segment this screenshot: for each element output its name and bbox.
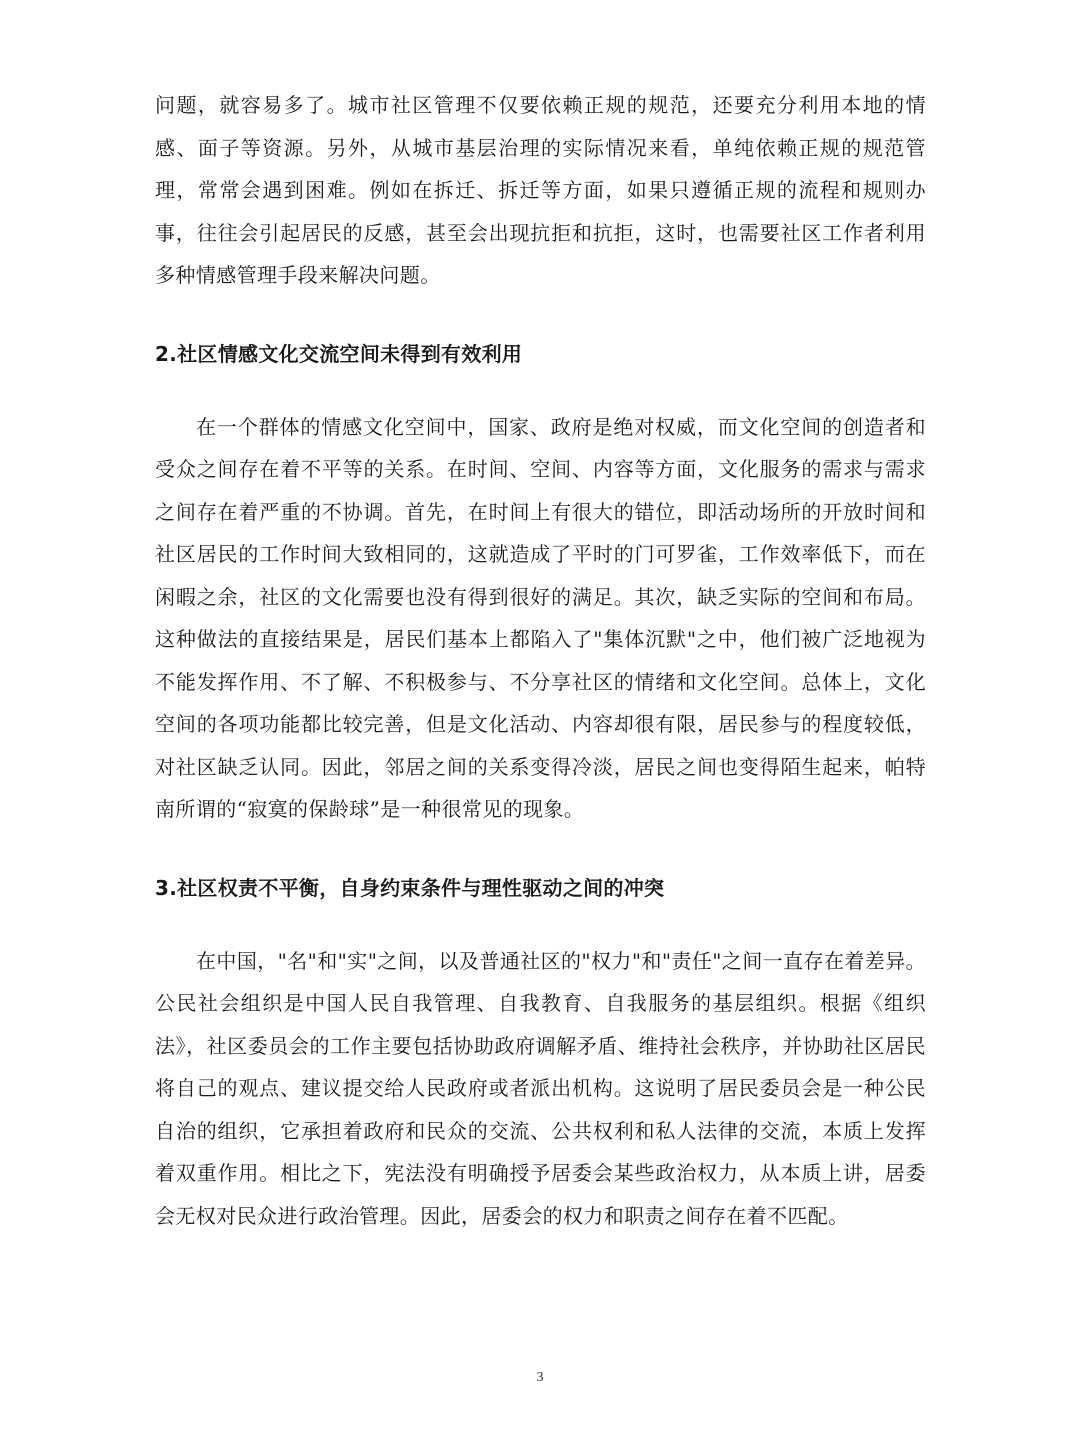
spacer bbox=[155, 903, 926, 940]
spacer bbox=[155, 831, 926, 873]
paragraph-2: 在一个群体的情感文化空间中，国家、政府是绝对权威，而文化空间的创造者和受众之间存在着不平等的关系。在时间、空间、内容等方面，文化服务的需求与需求之间存在着严重的不协调。首先，在时间上有很大的错位，即活动场所的开放时间和社区居民的工作时间大致相同的，这就造成了平时的门可罗雀，工作效率低下，而在闲暇之余，社区的文化需要也没有得到很好的满足。其次，缺乏实际的空间和布局。这种做法的直接结果是，居民们基本上都陷入了"集体沉默"之中，他们被广泛地视为不能发挥作用、不了解、不积极参与、不分享社区的情绪和文化空间。总体上，文化空间的各项功能都比较完善，但是文化活动、内容却很有限，居民参与的程度较低，对社区缺乏认同。因此，邻居之间的关系变得冷淡，居民之间也变得陌生起来，帕特南所谓的“寂寞的保龄球”是一种很常见的现象。 bbox=[155, 414, 926, 821]
paragraph-1: 问题，就容易多了。城市社区管理不仅要依赖正规的规范，还要充分利用本地的情感、面子等资源。另外，从城市基层治理的实际情况来看，单纯依赖正规的规范管理，常常会遇到困难。例如在拆迁、拆迁等方面，如果只遵循正规的流程和规则办事，往往会引起居民的反感，甚至会出现抗拒和抗拒，这时，也需要社区工作者利用多种情感管理手段来解决问题。 bbox=[155, 93, 926, 287]
section-heading-2: 2.社区情感文化交流空间未得到有效利用 bbox=[155, 341, 523, 366]
spacer bbox=[155, 297, 926, 339]
page-number: 3 bbox=[536, 1370, 544, 1385]
paragraph-3: 在中国，"名"和"实"之间，以及普通社区的"权力"和"责任"之间一直存在着差异。公民社会组织是中国人民自我管理、自我教育、自我服务的基层组织。根据《组织法》，社区委员会的工作主要包括协助政府调解矛盾、维持社会秩序，并协助社区居民将自己的观点、建议提交给人民政府或者派出机构。这说明了居民委员会是一种公民自治的组织，它承担着政府和民众的交流、公共权利和私人法律的交流，本质上发挥着双重作用。相比之下，宪法没有明确授予居委会某些政治权力，从本质上讲，居委会无权对民众进行政治管理。因此，居委会的权力和职责之间存在着不匹配。 bbox=[155, 948, 926, 1228]
document-body bbox=[155, 84, 926, 1237]
spacer bbox=[155, 369, 926, 406]
section-heading-3: 3.社区权责不平衡，自身约束条件与理性驱动之间的冲突 bbox=[155, 875, 665, 900]
